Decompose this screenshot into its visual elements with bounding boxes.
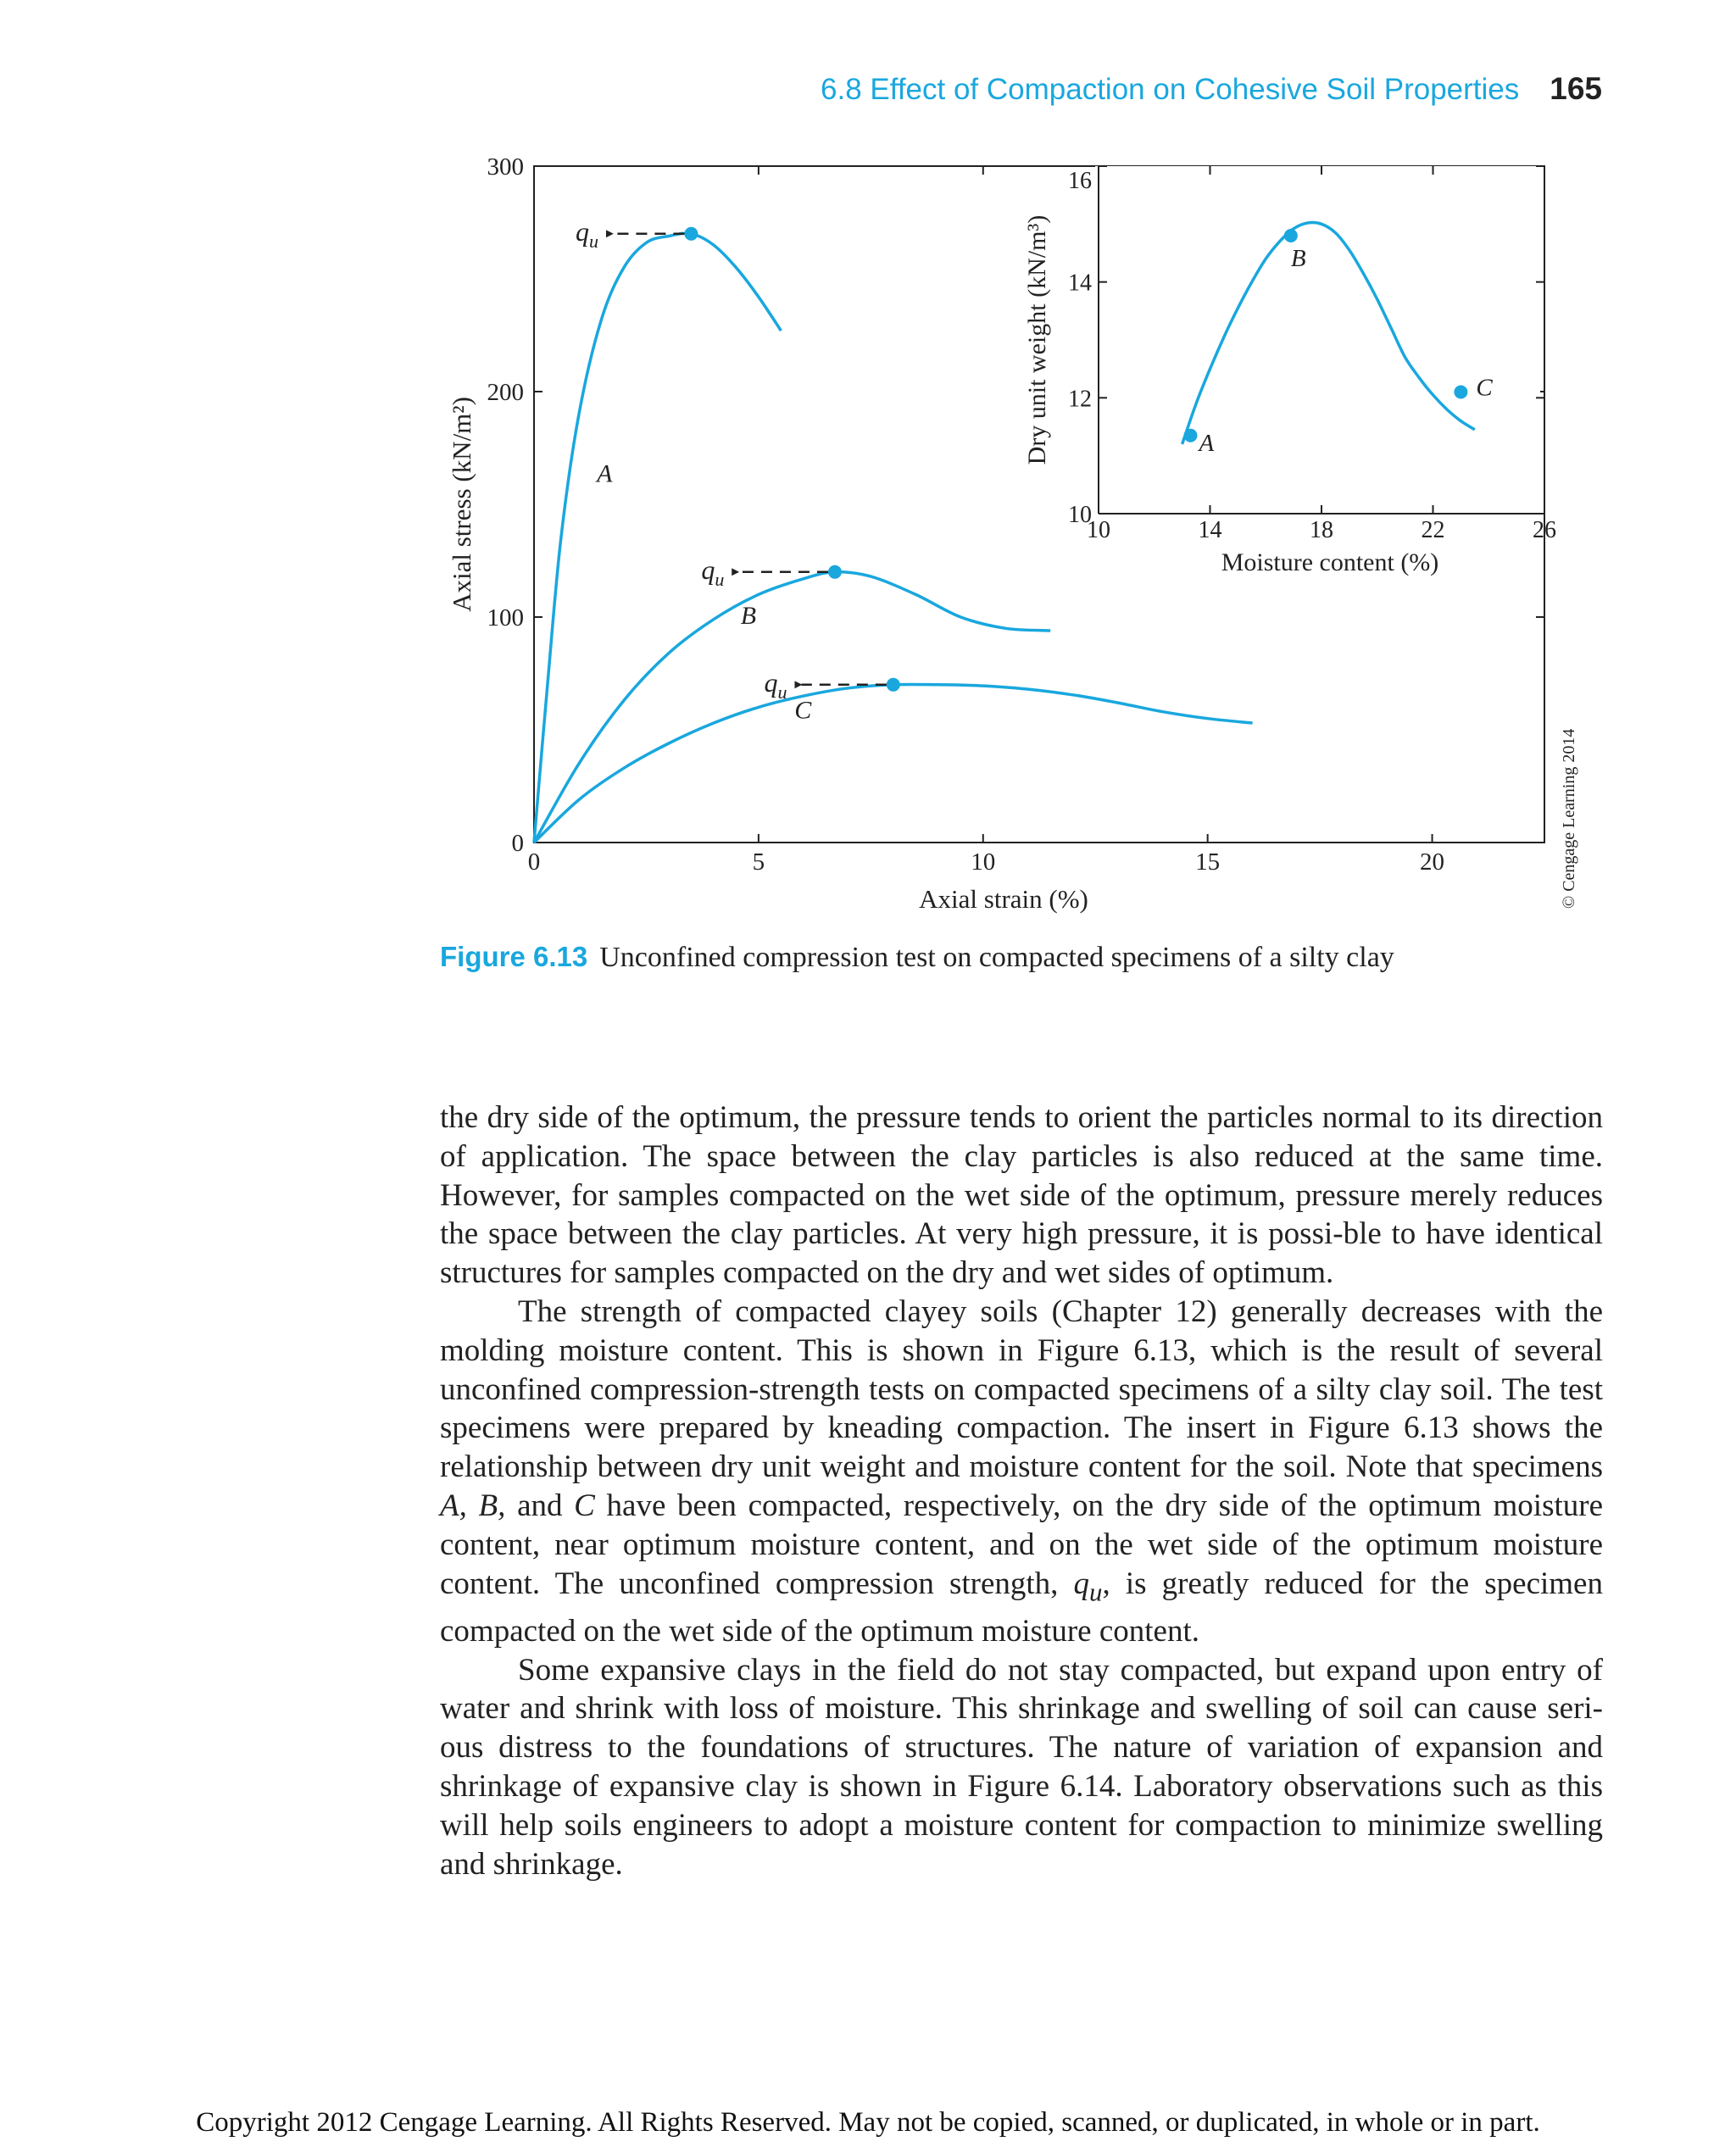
strength-symbol-subscript: u [1089, 1577, 1103, 1606]
curve-A [534, 230, 781, 843]
figure-label: Figure 6.13 [440, 941, 588, 972]
inset-point-C [1454, 386, 1467, 399]
peak-label-A: $q_u$ [575, 215, 598, 252]
footer-copyright: Copyright 2012 Cengage Learning. All Rights Reserved. May not be copied, scanned, or duplicated, in whole or in part. [196, 2107, 1540, 2138]
peak-point-B [828, 565, 842, 579]
inset-y-tick-label: 10 [1068, 502, 1092, 528]
inset-x-tick-label: 14 [1198, 517, 1222, 543]
peak-label-subscript: u [588, 230, 598, 252]
specimen-label-c: C [574, 1488, 595, 1523]
inset-point-label-A: A [1199, 429, 1215, 457]
figure-caption [440, 941, 1610, 974]
figure-caption-text: Unconfined compression test on compacted specimens of a silty clay [599, 942, 1394, 973]
main-x-tick-label: 10 [971, 848, 996, 876]
curve-label-B: B [740, 601, 757, 630]
main-x-tick-label: 0 [527, 848, 541, 876]
inset-x-axis-label: Moisture content (%) [1221, 548, 1439, 576]
inset-background [1095, 166, 1540, 515]
body-text [440, 1099, 1603, 1883]
paragraph-2-part-3: , is greatly reduced for the specimen compacted on the wet side of the optimum moisture content. [440, 1566, 1603, 1649]
specimen-labels: A, B, [440, 1488, 506, 1523]
inset-y-axis-label: Dry unit weight (kN/m³) [1023, 214, 1051, 465]
inset-point-label-B: B [1290, 245, 1306, 272]
inset-point-A [1183, 429, 1197, 442]
side-copyright: © Cengage Learning 2014 [1560, 728, 1578, 909]
paragraph-1: the dry side of the optimum, the pressure tends to orient the particles normal to its direction of application. The space between the clay particles is also reduced at the same time. However, for samples compacted on the wet side of the optimum, pressure merely reduces the space between the clay particles. At very high pressure, it is possi-ble to have identical structures for samples compacted on the dry and wet sides of optimum. [440, 1100, 1603, 1291]
inset-x-tick-label: 18 [1310, 517, 1333, 543]
paragraph-2-and: and [505, 1488, 575, 1523]
inset-y-tick-label: 12 [1068, 386, 1092, 413]
paragraph-3: Some expansive clays in the field do not stay compacted, but expand upon entry of water and shrink with loss of moisture. This shrinkage and swelling of soil can cause seri-ous distress to the foundations of structures. The nature of variation of expansion and shrinkage of expansive clay is shown in Figure 6.14. Laboratory observations such as this will help soils engineers to adopt a moisture content for compaction to minimize swelling and shrinkage. [440, 1652, 1603, 1882]
figure-6-13-chart [0, 0, 1736, 932]
inset-point-label-C: C [1476, 374, 1493, 402]
peak-label-subscript: u [777, 681, 787, 703]
inset-y-tick-label: 14 [1068, 270, 1092, 297]
peak-point-A [684, 227, 698, 241]
paragraph-2-part-1: The strength of compacted clayey soils (Chapter 12) generally decreases with the molding moisture content. This is shown in Figure 6.13, which is the result of several unconfined compression-strength tests on compacted specimens of a silty clay soil. The test specimens were prepared by kneading compaction. The insert in Figure 6.13 shows the relationship between dry unit weight and moisture content for the soil. Note that specimens [440, 1293, 1603, 1485]
main-x-tick-label: 20 [1420, 848, 1445, 876]
main-x-axis-label: Axial strain (%) [919, 884, 1088, 914]
peak-label-subscript: u [715, 568, 725, 590]
inset-point-B [1284, 229, 1298, 242]
main-y-tick-label: 0 [511, 830, 524, 857]
main-y-tick-label: 200 [487, 379, 524, 406]
main-x-tick-label: 5 [752, 848, 765, 876]
inset-x-tick-label: 10 [1087, 517, 1110, 543]
strength-symbol: q [1073, 1566, 1090, 1601]
main-y-axis-label: Axial stress (kN/m²) [447, 397, 476, 612]
inset-x-tick-label: 22 [1421, 517, 1445, 543]
main-x-tick-label: 15 [1195, 848, 1221, 876]
page-number: 165 [1550, 71, 1602, 106]
peak-label-B: $q_u$ [701, 553, 725, 590]
section-title: 6.8 Effect of Compaction on Cohesive Soil Properties [821, 73, 1520, 106]
inset-y-tick-label: 16 [1068, 168, 1092, 194]
main-y-tick-label: 300 [487, 153, 524, 181]
curve-C [534, 684, 1253, 843]
curve-B [534, 572, 1050, 843]
inset-x-tick-label: 26 [1533, 517, 1556, 543]
main-y-tick-label: 100 [487, 604, 524, 631]
peak-point-C [887, 678, 900, 692]
paragraph-2 [440, 1293, 1603, 1651]
curve-label-C: C [794, 696, 812, 725]
paragraph-2-part-2: have been compacted, respectively, on the dry side of the optimum moisture content, near optimum moisture content, and on the wet side of the optimum moisture content. The unconfined compression strength, [440, 1488, 1603, 1601]
curve-label-A: A [597, 459, 613, 488]
peak-label-C: $q_u$ [764, 666, 787, 703]
